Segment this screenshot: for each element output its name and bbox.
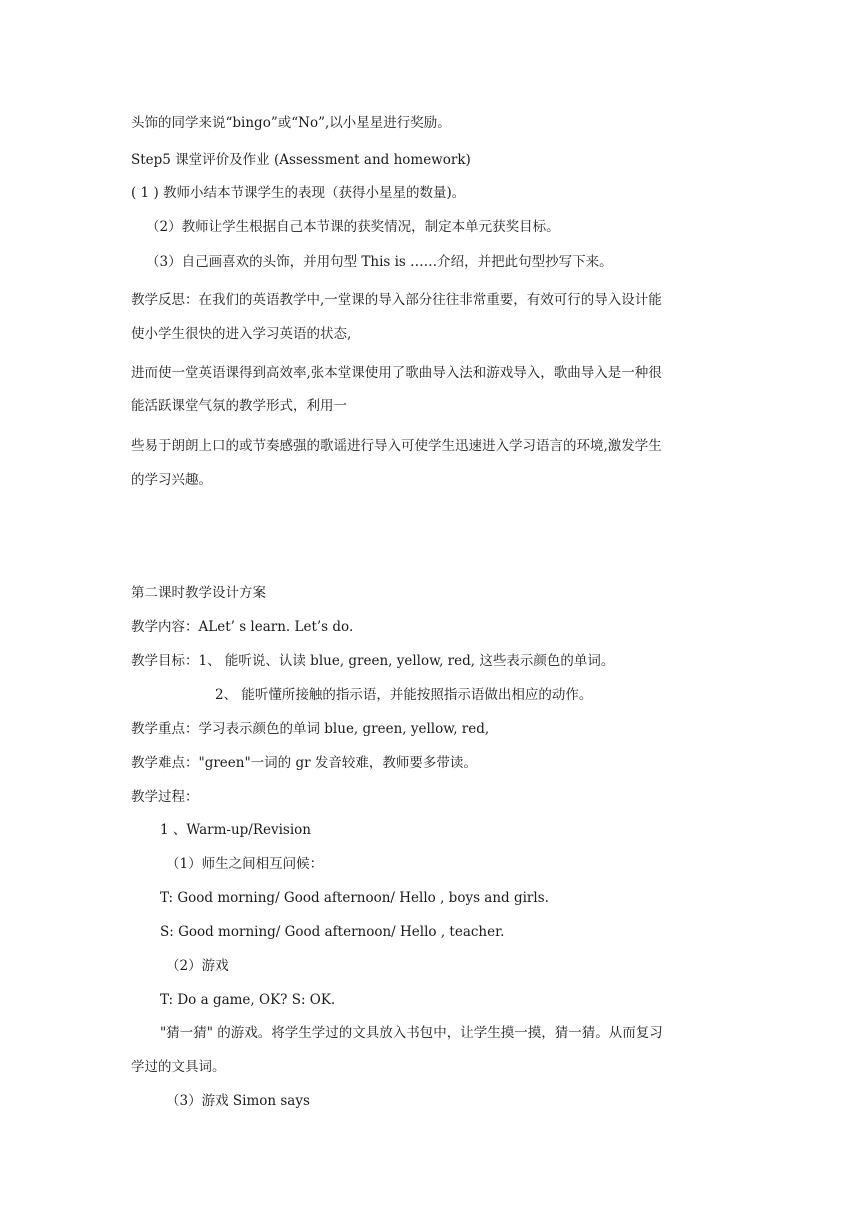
text-line: （2）游戏 [166, 958, 229, 974]
text-line: 2、 能听懂所接触的指示语，并能按照指示语做出相应的动作。 [215, 687, 593, 703]
reflection-line: 的学习兴趣。 [131, 472, 212, 488]
reflection-line: 使小学生很快的进入学习英语的状态, [131, 326, 352, 342]
text-line: 1 、Warm-up/Revision [160, 822, 311, 838]
text-line: （3）自己画喜欢的头饰，并用句型 This is ……介绍，并把此句型抄写下来。 [146, 254, 613, 270]
text-line: ( 1 ) 教师小结本节课学生的表现（获得小星星的数量)。 [131, 185, 466, 201]
text-line: 教学内容：ALet’ s learn. Let’s do. [131, 619, 354, 635]
text-line: T: Good morning/ Good afternoon/ Hello , boys and girls. [160, 890, 549, 906]
text-line: （1）师生之间相互问候： [166, 856, 324, 872]
text-line: T: Do a game, OK? S: OK. [160, 992, 336, 1008]
step5-heading: Step5 课堂评价及作业 (Assessment and homework) [131, 152, 471, 168]
text-line: "猜一猜" 的游戏。将学生学过的文具放入书包中，让学生摸一摸，猜一猜。从而复习 [160, 1025, 663, 1041]
text-line: （2）教师让学生根据自己本节课的获奖情况，制定本单元获奖目标。 [146, 219, 560, 235]
reflection-line: 能活跃课堂气氛的教学形式，利用一 [131, 398, 347, 414]
text-line: 教学重点：学习表示颜色的单词 blue, green, yellow, red, [131, 721, 490, 737]
text-line: S: Good morning/ Good afternoon/ Hello , teacher. [160, 924, 505, 940]
reflection-line: 些易于朗朗上口的或节奏感强的歌谣进行导入可使学生迅速进入学习语言的环境,激发学生 [131, 438, 662, 454]
text-line: 头饰的同学来说“bingo”或“No”,以小星星进行奖励。 [131, 115, 451, 131]
section-title: 第二课时教学设计方案 [131, 585, 266, 601]
reflection-line: 进而使一堂英语课得到高效率,张本堂课使用了歌曲导入法和游戏导入，歌曲导入是一种很 [131, 365, 662, 381]
reflection-line: 教学反思：在我们的英语教学中,一堂课的导入部分往往非常重要，有效可行的导入设计能 [131, 292, 662, 308]
text-line: 教学目标：1、 能听说、认读 blue, green, yellow, red, 这些表示颜色的单词。 [131, 653, 615, 669]
text-line: （3）游戏 Simon says [166, 1093, 310, 1109]
text-line: 学过的文具词。 [131, 1059, 226, 1075]
text-line: 教学难点："green"一词的 gr 发音较难，教师要多带读。 [131, 755, 477, 771]
text-line: 教学过程： [131, 789, 199, 805]
